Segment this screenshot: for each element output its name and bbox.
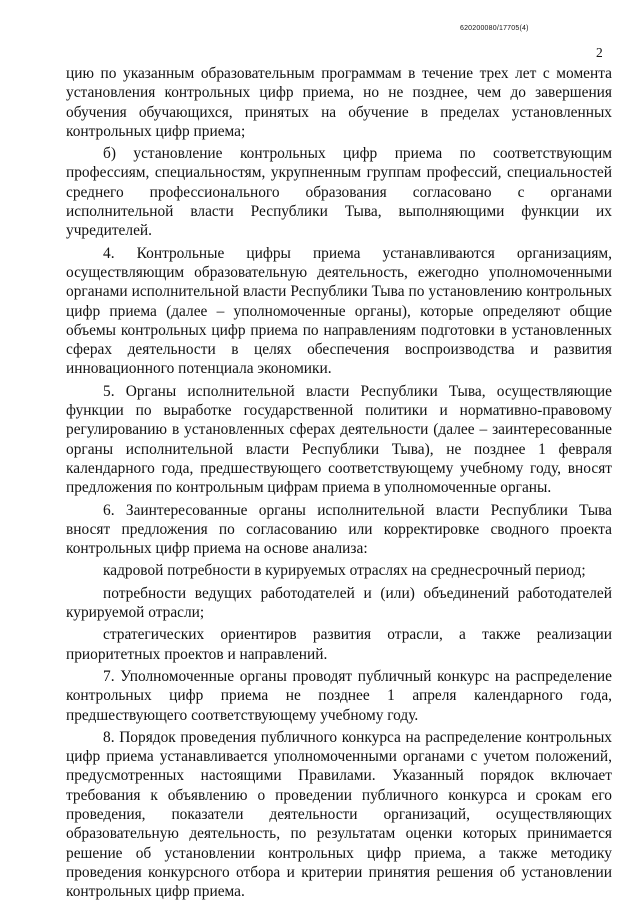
paragraph-item-7: 7. Уполномоченные органы проводят публичный конкурс на распределение контрольных цифр приема не позднее 1 апреля календарного года, предшествующего соответствующему учебному году. xyxy=(66,667,612,724)
list-item-employer-needs: потребности ведущих работодателей и (или) объединений работодателей курируемой отрасли; xyxy=(66,584,612,622)
paragraph-item-5: 5. Органы исполнительной власти Республики Тыва, осуществляющие функции по выработке государственной политики и нормативно-правовому регулированию в установленных сферах деятельности (далее – заинтересованные органы исполнительной власти Республики Тыва), не позднее 1 февраля календарного года, предшествующего соответствующему учебному году, вносят предложения по контрольным цифрам приема в уполномоченные органы. xyxy=(66,382,612,497)
page-number: 2 xyxy=(596,45,603,60)
document-code: 620200080/17705(4) xyxy=(460,25,529,32)
paragraph-item-8: 8. Порядок проведения публичного конкурса на распределение контрольных цифр приема устанавливается уполномоченными органами с учетом положений, предусмотренных настоящими Правилами. Указанный порядок включает требования к объявлению о проведении публичного конкурса и срокам его проведения, показатели деятельности организаций, осуществляющих образовательную деятельность, по результатам оценки которых принимается решение об установлении контрольных цифр приема, а также методику проведения конкурсного отбора и критерии принятия решения об установлении контрольных цифр приема. xyxy=(66,728,612,901)
paragraph-item-6: 6. Заинтересованные органы исполнительной власти Республики Тыва вносят предложения по согласованию или корректировке сводного проекта контрольных цифр приема на основе анализа: xyxy=(66,501,612,558)
list-item-staffing-need: кадровой потребности в курируемых отраслях на среднесрочный период; xyxy=(103,562,586,580)
paragraph-item-b: б) установление контрольных цифр приема по соответствующим профессиям, специальностям, укрупненным группам профессий, специальностей среднего профессионального образования согласовано с органами исполнительной власти Республики Тыва, выполняющими функции их учредителей. xyxy=(66,145,612,240)
list-item-strategic-guidelines: стратегических ориентиров развития отрасли, а также реализации приоритетных проектов и направлений. xyxy=(66,626,612,663)
document-body xyxy=(66,64,612,901)
paragraph-item-4: 4. Контрольные цифры приема устанавливаются организациям, осуществляющим образовательную деятельность, ежегодно уполномоченными органами исполнительной власти Республики Тыва по установлению контрольных цифр приема (далее – уполномоченные органы), которые определяют общие объемы контрольных цифр приема по направлениям подготовки в установленных сферах деятельности в целях обеспечения воспроизводства и развития инновационного потенциала экономики. xyxy=(66,244,612,378)
paragraph-continuation: цию по указанным образовательным программам в течение трех лет с момента установления контрольных цифр приема, но не позднее, чем до завершения обучения обучающихся, принятых на обучение в пределах установленных контрольных цифр приема; xyxy=(66,65,612,140)
